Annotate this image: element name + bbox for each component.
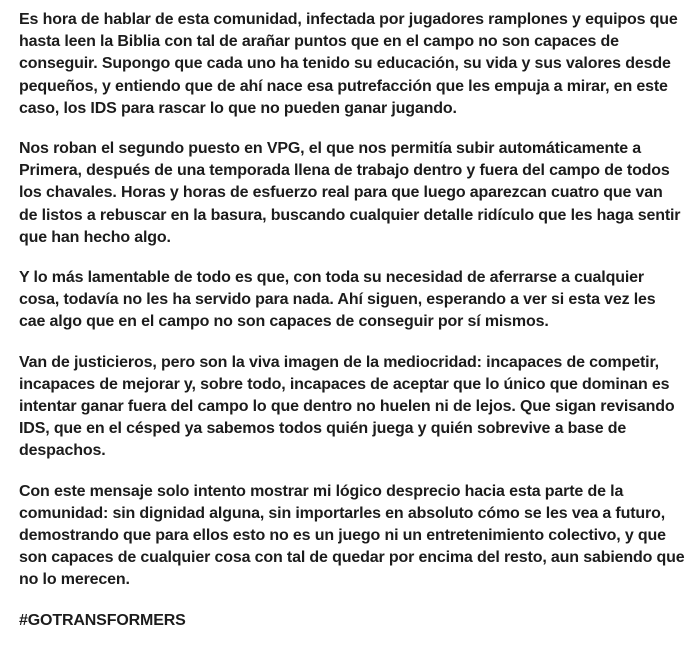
paragraph-5: Con este mensaje solo intento mostrar mi lógico desprecio hacia esta parte de la comunidad: sin dignidad alguna, sin importarles en absoluto cómo se les vea a futuro, demostrando que para ellos esto no es un juego ni un entretenimiento colectivo, y que son capaces de cualquier cosa con tal de quedar por encima del resto, aun sabiendo que no lo merecen. [19,482,685,589]
paragraph-4: Van de justicieros, pero son la viva imagen de la mediocridad: incapaces de competir, incapaces de mejorar y, sobre todo, incapaces de aceptar que lo único que dominan es intentar ganar fuera del campo lo que dentro no huelen ni de lejos. Que sigan revisando IDS, que en el césped ya sabemos todos quién juega y quién sobrevive a base de despachos. [19,353,675,460]
hashtag: #GOTRANSFORMERS [19,611,186,629]
paragraph-2: Nos roban el segundo puesto en VPG, el que nos permitía subir automáticamente a Primera, después de una temporada llena de trabajo dentro y fuera del campo de todos los chavales. Horas y horas de esfuerzo real para que luego aparezcan cuatro que van de listos a rebuscar en la basura, buscando cualquier detalle ridículo que les haga sentir que han hecho algo. [19,140,681,246]
paragraph-1: Es hora de hablar de esta comunidad, infectada por jugadores ramplones y equipos que hasta leen la Biblia con tal de arañar puntos que en el campo no son capaces de conseguir. Supongo que cada uno ha tenido su educación, su vida y sus valores desde pequeños, y entiendo que de ahí nace esa putrefacción que les empuja a mirar, en este caso, los IDS para rascar lo que no pueden ganar jugando. [19,11,678,117]
paragraph-3: Y lo más lamentable de todo es que, con toda su necesidad de aferrarse a cualquier cosa, todavía no les ha servido para nada. Ahí siguen, esperando a ver si esta vez les cae algo que en el campo no son capaces de conseguir por sí mismos. [19,269,656,331]
post-body [19,9,685,632]
